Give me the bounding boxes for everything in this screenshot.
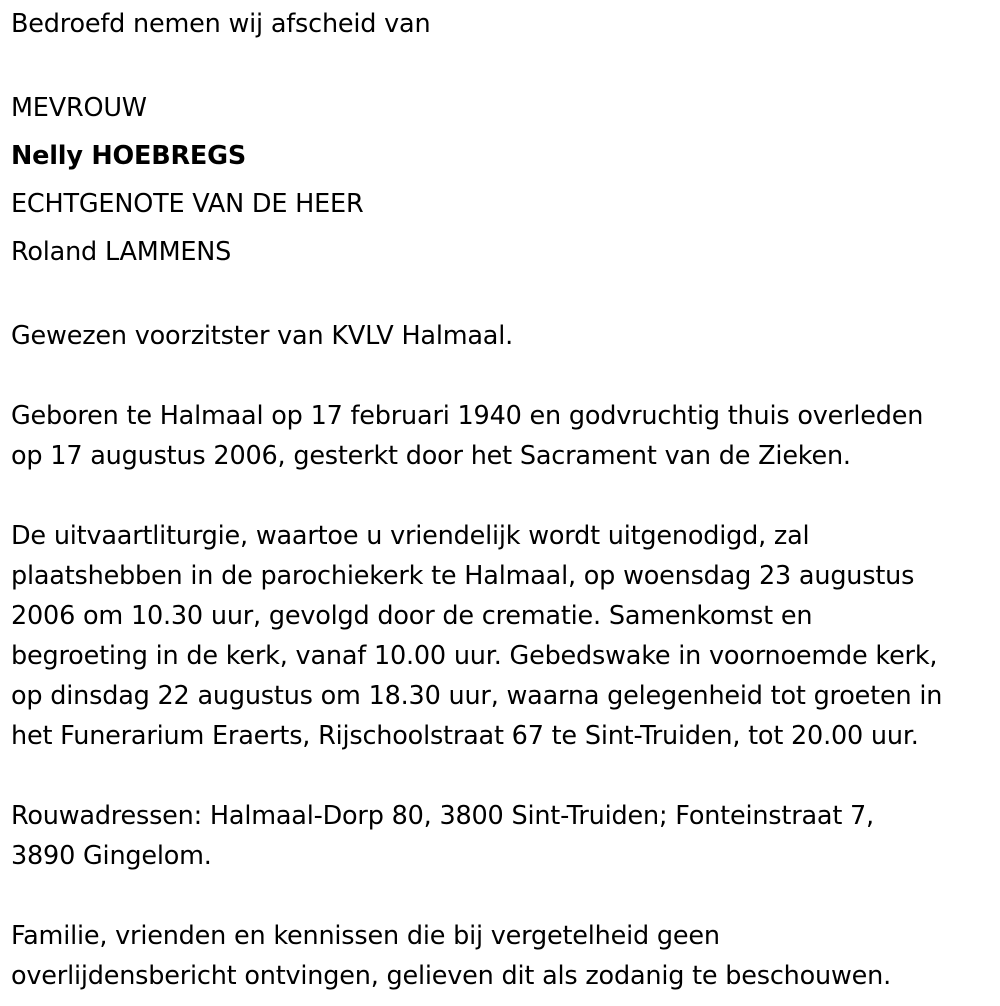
addresses-paragraph <box>11 796 995 876</box>
paragraph-line: het Funerarium Eraerts, Rijschoolstraat 67 te Sint-Truiden, tot 20.00 uur. <box>11 721 919 751</box>
spacer <box>11 44 995 84</box>
obituary-notice <box>11 4 995 996</box>
paragraph-line: 2006 om 10.30 uur, gevolgd door de crematie. Samenkomst en <box>11 601 813 631</box>
closing-paragraph <box>11 916 995 996</box>
spouse-name: Roland LAMMENS <box>11 237 232 267</box>
intro-text: Bedroefd nemen wij afscheid van <box>11 9 431 39</box>
deceased-name: Nelly HOEBREGS <box>11 141 247 171</box>
paragraph-line: 3890 Gingelom. <box>11 841 212 871</box>
spacer <box>11 276 995 316</box>
spacer <box>11 356 995 396</box>
paragraph-line: begroeting in de kerk, vanaf 10.00 uur. Gebedswake in voornoemde kerk, <box>11 641 938 671</box>
honorific: MEVROUW <box>11 93 147 123</box>
paragraph-line: De uitvaartliturgie, waartoe u vriendelijk wordt uitgenodigd, zal <box>11 521 810 551</box>
spacer <box>11 876 995 916</box>
paragraph-line: overlijdensbericht ontvingen, gelieven dit als zodanig te beschouwen. <box>11 961 892 991</box>
paragraph-line: Geboren te Halmaal op 17 februari 1940 en godvruchtig thuis overleden <box>11 401 924 431</box>
spacer <box>11 756 995 796</box>
paragraph-line: op dinsdag 22 augustus om 18.30 uur, waarna gelegenheid tot groeten in <box>11 681 943 711</box>
spacer <box>11 476 995 516</box>
funeral-paragraph <box>11 516 995 756</box>
paragraph-line: op 17 augustus 2006, gesterkt door het Sacrament van de Zieken. <box>11 441 851 471</box>
relation-text: ECHTGENOTE VAN DE HEER <box>11 189 364 219</box>
role-text: Gewezen voorzitster van KVLV Halmaal. <box>11 321 514 351</box>
paragraph-line: Familie, vrienden en kennissen die bij vergetelheid geen <box>11 921 720 951</box>
birth-death-paragraph <box>11 396 995 476</box>
paragraph-line: Rouwadressen: Halmaal-Dorp 80, 3800 Sint-Truiden; Fonteinstraat 7, <box>11 801 874 831</box>
paragraph-line: plaatshebben in de parochiekerk te Halmaal, op woensdag 23 augustus <box>11 561 915 591</box>
